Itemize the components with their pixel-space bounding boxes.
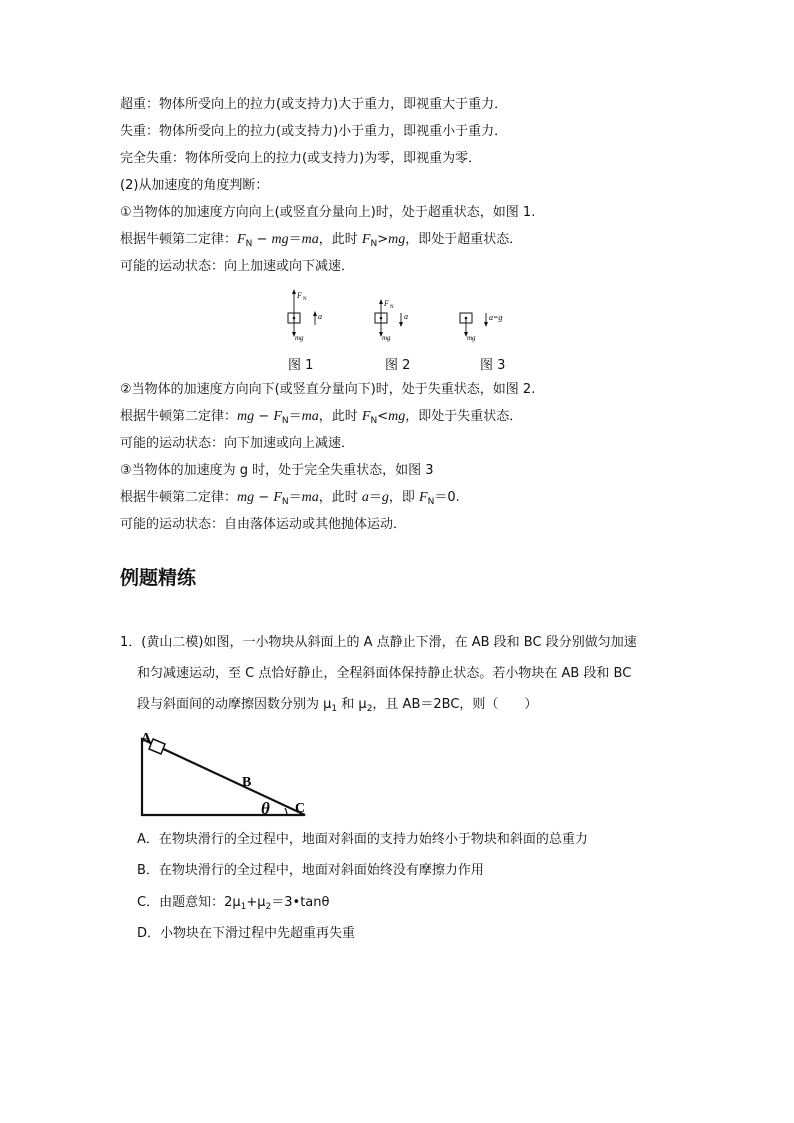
figure-3-caption: 图 3 (480, 358, 506, 373)
figure-2-caption: 图 2 (385, 358, 411, 373)
figure-1-caption: 图 1 (288, 358, 314, 373)
svg-text:a: a (318, 312, 322, 321)
option-b[interactable]: B．在物块滑行的全过程中，地面对斜面始终没有摩擦力作用 (137, 863, 484, 878)
question-number: 1． (120, 635, 142, 650)
text-line-complete-weightless: 完全失重：物体所受向上的拉力(或支持力)为零，即视重为零． (120, 151, 482, 166)
text-line-weightless: 失重：物体所受向上的拉力(或支持力)小于重力，即视重小于重力． (120, 124, 508, 139)
fig1-fn-label: F (297, 291, 302, 300)
text-line-overweight: 超重：物体所受向上的拉力(或支持力)大于重力，即视重大于重力． (120, 97, 508, 112)
question-line-2: 和匀减速运动，至 C 点恰好静止，全程斜面体保持静止状态。若小物块在 AB 段和 BC (137, 666, 632, 681)
svg-text:mg: mg (295, 334, 304, 342)
question-source: (黄山二模) (141, 635, 204, 650)
option-d[interactable]: D．小物块在下滑过程中先超重再失重 (137, 926, 356, 941)
option-a[interactable]: A．在物块滑行的全过程中，地面对斜面的支持力始终小于物块和斜面的总重力 (137, 832, 588, 847)
point-b-label: B (242, 775, 252, 790)
question-line-3: 段与斜面间的动摩擦因数分别为 $\mu_1$ 和 $\mu_2$，且 AB＝2BC，则（ ） (137, 697, 538, 714)
text-line-motion-3: 可能的运动状态：自由落体运动或其他抛体运动． (120, 517, 407, 532)
theta-label: θ (261, 799, 270, 818)
figure-3-diagram (460, 313, 502, 342)
text-line-newton-1: 根据牛顿第二定律：$F_N - mg=ma$，此时 $F_N>mg$，即处于超重状态． (120, 232, 523, 249)
text-line-case-1: ①当物体的加速度方向向上(或竖直分量向上)时，处于超重状态，如图 1. (120, 205, 536, 220)
option-c[interactable]: C．由题意知：$2\mu_1+\mu_2=3•\tan\theta$ (137, 895, 330, 912)
incline-diagram (135, 725, 315, 820)
text-line-case-2: ②当物体的加速度方向向下(或竖直分量向下)时，处于失重状态，如图 2. (120, 382, 536, 397)
section-heading: 例题精练 (120, 567, 197, 589)
svg-text:mg: mg (382, 334, 391, 342)
figure-1-diagram (288, 289, 322, 342)
svg-text:N: N (390, 305, 394, 310)
text-line-newton-3: 根据牛顿第二定律：mg − $F_N=ma$，此时 a＝g，即 $F_N=0$. (120, 490, 460, 507)
block (149, 739, 165, 754)
text-line-newton-2: 根据牛顿第二定律：mg − $F_N=ma$，此时 $F_N<mg$，即处于失重状态． (120, 409, 523, 426)
incline-triangle (142, 739, 305, 815)
svg-text:N: N (303, 297, 307, 302)
figure-2-diagram (375, 299, 408, 342)
point-c-label: C (295, 801, 306, 816)
text-line-accel-heading: (2)从加速度的角度判断： (120, 178, 269, 193)
text-line-motion-2: 可能的运动状态：向下加速或向上减速． (120, 436, 355, 451)
svg-text:mg: mg (467, 334, 476, 342)
text-line-motion-1: 可能的运动状态：向上加速或向下减速． (120, 259, 355, 274)
svg-text:a: a (404, 312, 408, 321)
question-line-1: 1．(黄山二模)如图，一小物块从斜面上的 A 点静止下滑，在 AB 段和 BC 段分别做匀加速 (120, 635, 637, 650)
point-a-label: A (141, 731, 152, 746)
force-diagrams (280, 285, 520, 345)
svg-text:F: F (384, 299, 389, 308)
svg-text:a=g: a=g (489, 313, 503, 322)
text-line-case-3: ③当物体的加速度为 g 时，处于完全失重状态，如图 3 (120, 463, 434, 478)
